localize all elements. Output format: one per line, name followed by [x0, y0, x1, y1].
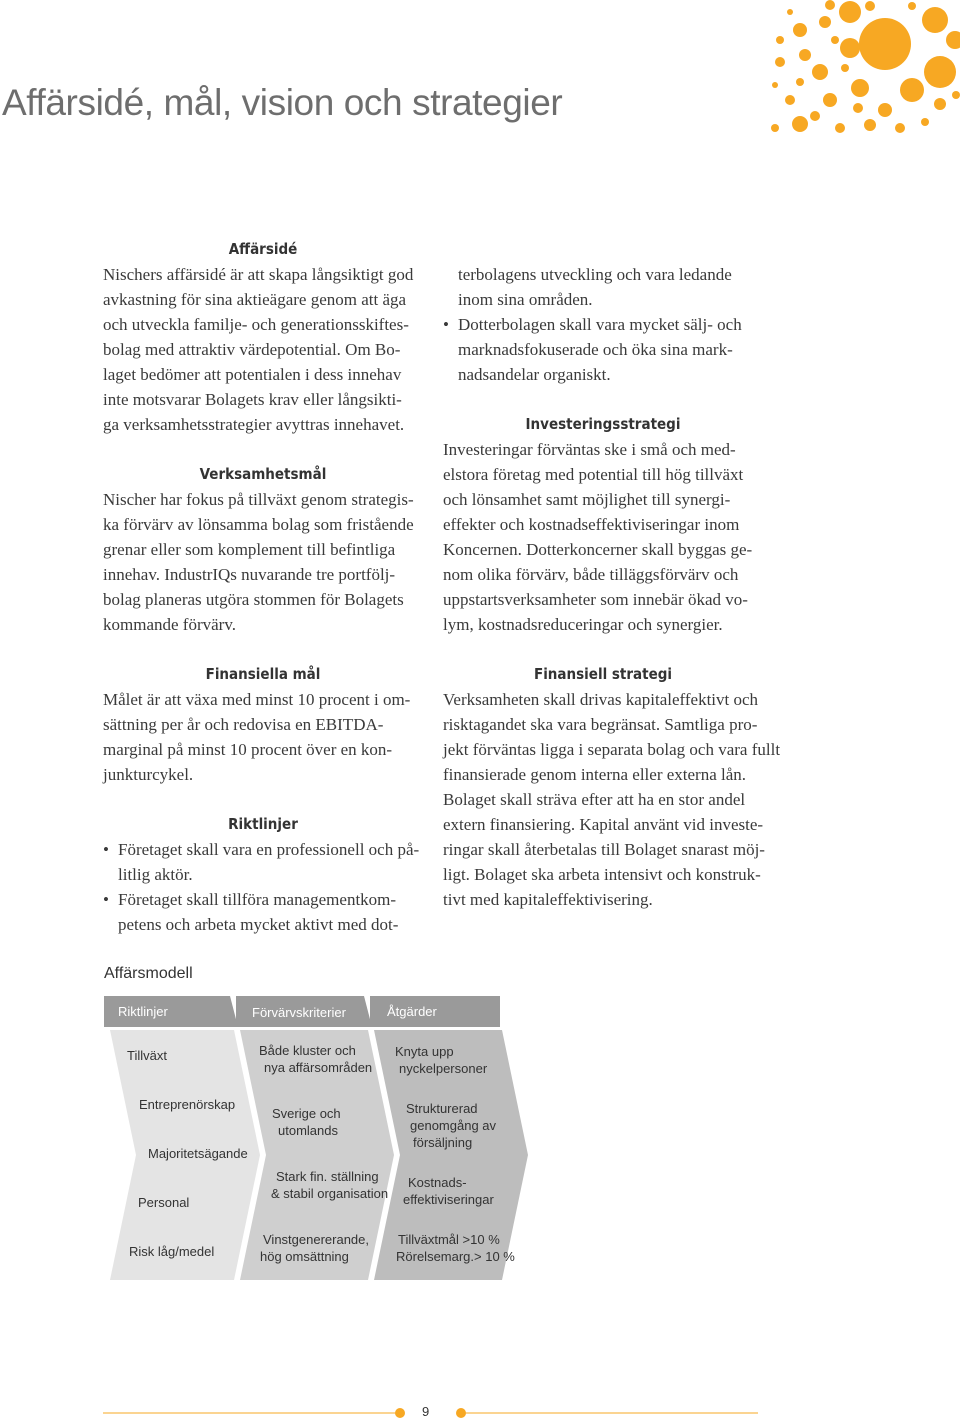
- text-line: laget bedömer att potentialen i dess innehav: [103, 365, 402, 384]
- diagram-item-line: Rörelsemarg.> 10 %: [396, 1249, 515, 1264]
- diagram-item: Risk låg/medel: [129, 1244, 215, 1259]
- text-line: bolag planeras utgöra stommen för Bolagets: [103, 590, 404, 609]
- diagram-item: Tillväxt: [127, 1048, 167, 1063]
- bullet-icon: •: [103, 890, 109, 909]
- diagram-title: Affärsmodell: [104, 965, 193, 982]
- text-line: terbolagens utveckling och vara ledande: [458, 265, 732, 284]
- diagram-header-forvarvskriterier: Förvärvskriterier: [252, 1005, 346, 1020]
- text-line: risktagandet ska vara begränsat. Samtliga pro-: [443, 715, 758, 734]
- text-line: Målet är att växa med minst 10 procent i om-: [103, 690, 411, 709]
- diagram-item: [406, 1100, 496, 1151]
- text-line: Koncernen. Dotterkoncerner skall byggas ge-: [443, 540, 753, 559]
- text-line: ka förvärv av lönsamma bolag som fristående: [103, 515, 414, 534]
- diagram-item: [403, 1174, 494, 1208]
- text-line: Verksamheten skall drivas kapitaleffektivt och: [443, 690, 759, 709]
- text-line: effekter och kostnadseffektiviseringar inom: [443, 515, 740, 534]
- text-line: extern finansiering. Kapital använt vid investe-: [443, 815, 764, 834]
- diagram-item-line: utomlands: [278, 1123, 338, 1138]
- text-line: och utveckla familje- och generationsskiftes-: [103, 315, 409, 334]
- text-line: Bolaget skall sträva efter att ha en stor andel: [443, 790, 746, 809]
- text-line: nadsandelar organiskt.: [458, 365, 611, 384]
- text-line: inte motsvarar Bolagets krav eller långsikti-: [103, 390, 402, 409]
- diagram-item: Entreprenörskap: [139, 1097, 236, 1112]
- text-line: Dotterbolagen skall vara mycket sälj- och: [458, 315, 742, 334]
- text-line: Företaget skall vara en professionell och på-: [118, 840, 420, 859]
- diagram-item: [395, 1043, 487, 1077]
- diagram-header-atgarder: Åtgärder: [387, 1004, 437, 1019]
- text-line: avkastning för sina aktieägare genom att äga: [103, 290, 407, 309]
- diagram-item-line: försäljning: [413, 1135, 473, 1150]
- text-line: Investeringar förväntas ske i små och med-: [443, 440, 736, 459]
- text-line: nom olika förvärv, både tilläggsförvärv och: [443, 565, 739, 584]
- diagram-item: [259, 1042, 372, 1076]
- heading-finansiella-mal: Finansiella mål: [205, 665, 321, 683]
- text-line: jekt förväntas ligga i separata bolag och vara fullt: [443, 740, 781, 759]
- diagram-item: [396, 1231, 515, 1265]
- text-line: inom sina områden.: [458, 290, 593, 309]
- text-line: ligt. Bolaget ska arbeta intensivt och konstruk-: [443, 865, 761, 884]
- heading-investeringsstrategi: Investeringsstrategi: [525, 415, 681, 433]
- text-line: kommande förvärv.: [103, 615, 236, 634]
- text-line: bolag med attraktiv värdepotential. Om Bo-: [103, 340, 401, 359]
- text-line: Nischer har fokus på tillväxt genom strategis-: [103, 490, 414, 509]
- text-line: sättning per år och redovisa en EBITDA-: [103, 715, 384, 734]
- text-line: junkturcykel.: [103, 765, 194, 784]
- diagram-item-line: nyckelpersoner: [399, 1061, 488, 1076]
- text-line: uppstartsverksamheter som innebär ökad vo-: [443, 590, 748, 609]
- diagram-item-line: Vinstgenererande,: [263, 1232, 370, 1247]
- footer-rule: [0, 1400, 960, 1422]
- diagram-item: Personal: [138, 1195, 190, 1210]
- text-line: innehav. IndustrIQs nuvarande tre portfölj-: [103, 565, 396, 584]
- text-line: grenar eller som komplement till befintliga: [103, 540, 396, 559]
- bullet-icon: •: [103, 840, 109, 859]
- diagram-item-line: Tillväxtmål >10 %: [398, 1232, 500, 1247]
- text-line: lym, kostnadsreduceringar och synergier.: [443, 615, 723, 634]
- heading-riktlinjer: Riktlinjer: [228, 815, 298, 833]
- diagram-item-line: Knyta upp: [395, 1044, 454, 1059]
- diagram-item-line: Sverige och: [272, 1106, 341, 1121]
- text-line: ga verksamhetsstrategier avyttras innehavet.: [103, 415, 405, 434]
- diagram-item-line: Strukturerad: [406, 1101, 478, 1116]
- bullet-icon: •: [443, 315, 449, 334]
- text-line: Nischers affärsidé är att skapa långsiktigt god: [103, 265, 414, 284]
- diagram-header-riktlinjer: Riktlinjer: [118, 1004, 168, 1019]
- heading-finansiell-strategi: Finansiell strategi: [533, 665, 673, 683]
- diagram-item-line: Stark fin. ställning: [276, 1169, 379, 1184]
- diagram-item: [260, 1231, 369, 1265]
- diagram-item-line: genomgång av: [410, 1118, 497, 1133]
- text-line: Företaget skall tillföra managementkom-: [118, 890, 397, 909]
- diagram-item-line: effektiviseringar: [403, 1192, 494, 1207]
- text-line: ringar skall återbetalas till Bolaget snarast möj-: [443, 840, 765, 859]
- diagram-item-line: & stabil organisation: [271, 1186, 389, 1201]
- text-line: marginal på minst 10 procent över en kon-: [103, 740, 393, 759]
- text-line: finansierade genom interna eller externa lån.: [443, 765, 747, 784]
- text-line: och lönsamhet samt möjlighet till synergi-: [443, 490, 731, 509]
- diagram-item: Majoritetsägande: [148, 1146, 248, 1161]
- diagram-item-line: nya affärsområden: [264, 1060, 373, 1075]
- text-line: elstora företag med potential till hög tillväxt: [443, 465, 744, 484]
- page-title: Affärsidé, mål, vision och strategier: [2, 82, 563, 123]
- text-line: tivt med kapitaleffektivisering.: [443, 890, 653, 909]
- diagram-item: [272, 1105, 341, 1139]
- text-line: marknadsfokuserade och öka sina mark-: [458, 340, 733, 359]
- heading-verksamhetsmal: Verksamhetsmål: [199, 465, 327, 483]
- diagram-item-line: Både kluster och: [259, 1043, 356, 1058]
- text-line: litlig aktör.: [118, 865, 193, 884]
- diagram-item: [271, 1168, 388, 1202]
- text-line: petens och arbeta mycket aktivt med dot-: [118, 915, 399, 934]
- heading-affarside: Affärsidé: [228, 240, 298, 258]
- diagram-item-line: hög omsättning: [260, 1249, 349, 1264]
- diagram-item-line: Kostnads-: [408, 1175, 467, 1190]
- page-number: 9: [422, 1404, 430, 1419]
